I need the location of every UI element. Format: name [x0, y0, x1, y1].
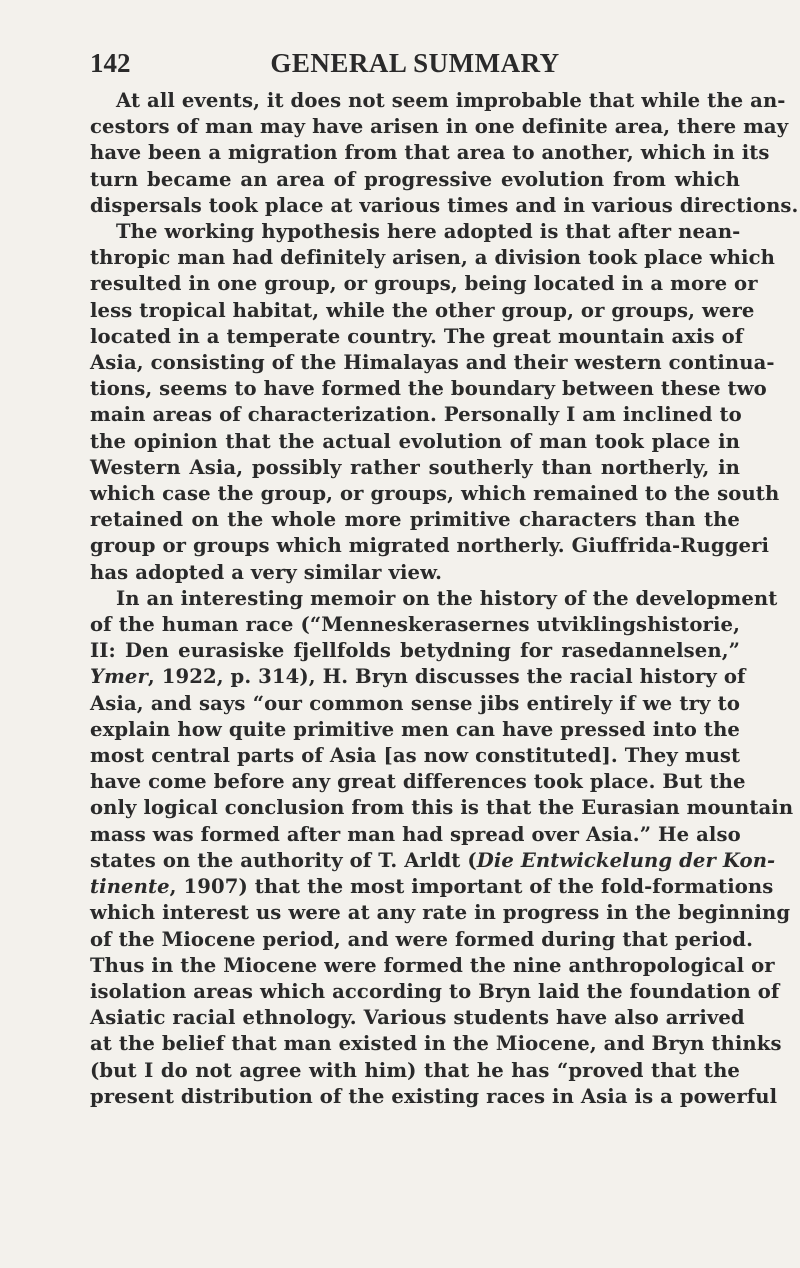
- text-line: have come before any great differences took place. But the: [90, 770, 746, 794]
- text-line: thropic man had definitely arisen, a division took place which: [90, 246, 775, 270]
- book-page: [90, 48, 799, 1110]
- text-line: (but I do not agree with him) that he has “proved that the: [90, 1058, 740, 1082]
- text-line: mass was formed after man had spread over Asia.” He also: [90, 822, 741, 846]
- text-line: Asia, and says “our common sense jibs entirely if we try to: [90, 691, 740, 715]
- text-line: less tropical habitat, while the other group, or groups, were: [90, 298, 755, 322]
- text-line: located in a temperate country. The great mountain axis of: [90, 324, 744, 348]
- paragraph: [90, 586, 794, 1110]
- running-title: GENERAL SUMMARY: [270, 48, 560, 78]
- text-line: which interest us were at any rate in progress in the beginning: [90, 901, 791, 925]
- text-line: turn became an area of progressive evolution from which: [90, 167, 740, 191]
- text-line: cestors of man may have arisen in one definite area, there may: [90, 115, 789, 139]
- text-line: have been a migration from that area to another, which in its: [90, 141, 770, 165]
- text-line: explain how quite primitive men can have pressed into the: [90, 717, 740, 741]
- running-head: [90, 48, 740, 88]
- text-line: main areas of characterization. Personally I am inclined to: [90, 403, 742, 427]
- text-line: tions, seems to have formed the boundary between these two: [90, 377, 767, 401]
- text-line: Ymer, 1922, p. 314), H. Bryn discusses the racial history of: [90, 665, 746, 689]
- text-line: the opinion that the actual evolution of man took place in: [90, 429, 740, 453]
- text-line: most central parts of Asia [as now constituted]. They must: [90, 744, 741, 768]
- text-line: resulted in one group, or groups, being located in a more or: [90, 272, 758, 296]
- text-line: of the Miocene period, and were formed during that period.: [90, 927, 753, 951]
- text-line: The working hypothesis here adopted is that after nean-: [116, 220, 741, 244]
- text-line: dispersals took place at various times and in various directions.: [90, 193, 799, 217]
- text-line: has adopted a very similar view.: [90, 560, 443, 584]
- text-line: Western Asia, possibly rather southerly than northerly, in: [90, 455, 740, 479]
- text-line: In an interesting memoir on the history of the development: [116, 586, 778, 610]
- text-line: which case the group, or groups, which remained to the south: [90, 482, 780, 506]
- text-line: At all events, it does not seem improbable that while the an-: [116, 89, 786, 112]
- text-line: only logical conclusion from this is that the Eurasian mountain: [90, 796, 794, 820]
- text-line: states on the authority of T. Arldt (Die Entwickelung der Kon-: [90, 848, 776, 872]
- text-line: retained on the whole more primitive characters than the: [90, 508, 740, 532]
- text-line: Asiatic racial ethnology. Various students have also arrived: [90, 1006, 745, 1030]
- text-line: of the human race (“Menneskerasernes utviklingshistorie,: [90, 613, 740, 637]
- paragraph: [90, 219, 780, 586]
- page-number: 142: [90, 48, 131, 78]
- text-line: Asia, consisting of the Himalayas and their western continua-: [90, 351, 775, 375]
- text-line: Thus in the Miocene were formed the nine anthropological or: [90, 953, 775, 977]
- paragraph: [90, 88, 799, 219]
- body-text: [90, 88, 799, 1110]
- text-line: tinente, 1907) that the most important of the fold-formations: [90, 875, 774, 899]
- text-line: II: Den eurasiske fjellfolds betydning for rasedannelsen,”: [90, 639, 740, 663]
- text-line: present distribution of the existing races in Asia is a powerful: [90, 1084, 778, 1108]
- text-line: isolation areas which according to Bryn laid the foundation of: [90, 979, 780, 1003]
- text-line: group or groups which migrated northerly. Giuffrida-Ruggeri: [90, 534, 770, 558]
- text-line: at the belief that man existed in the Miocene, and Bryn thinks: [90, 1032, 782, 1056]
